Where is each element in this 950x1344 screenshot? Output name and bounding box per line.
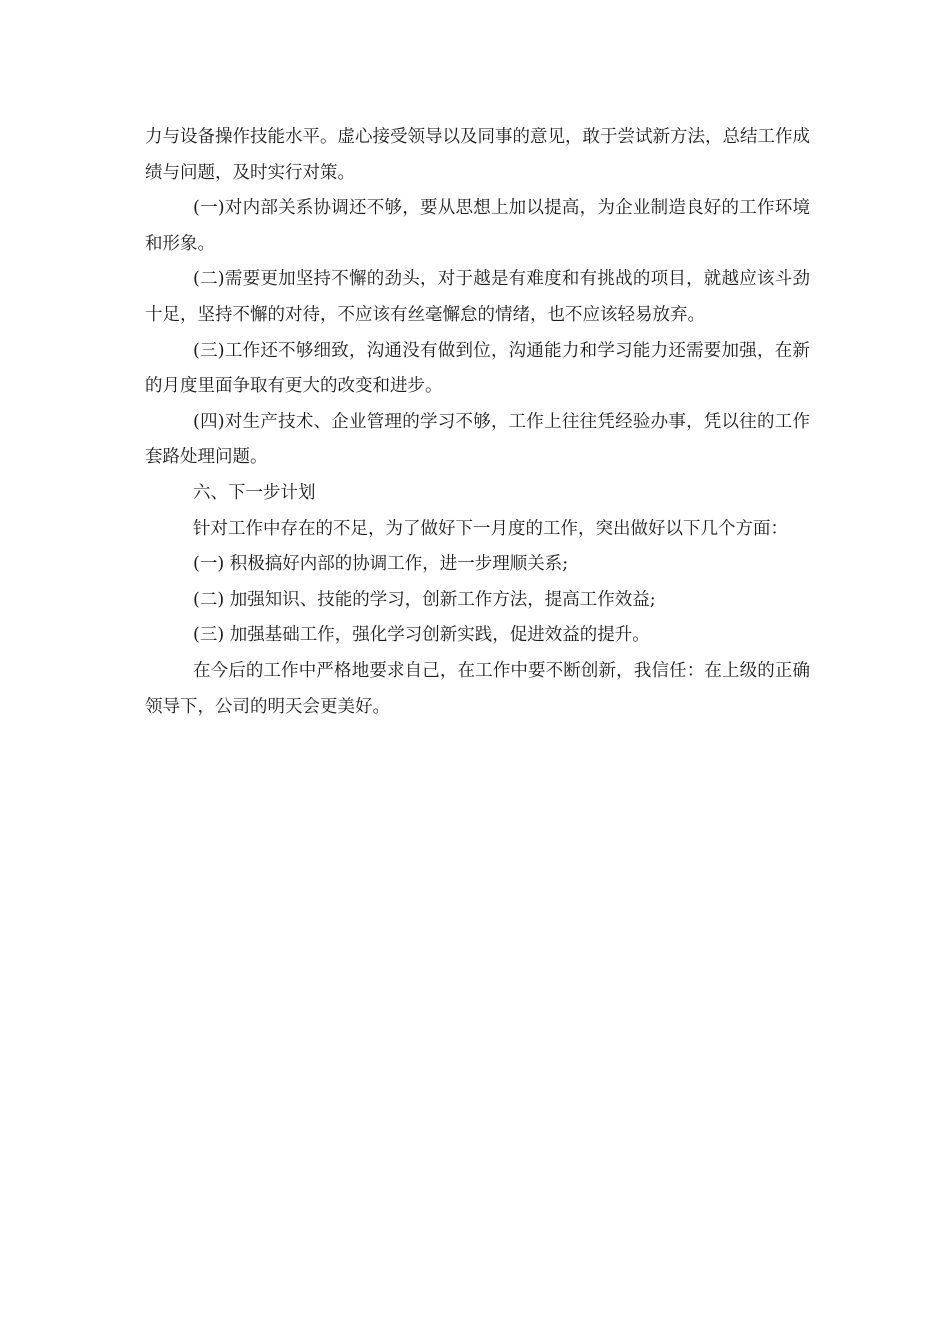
paragraph-plan-1: (一) 积极搞好内部的协调工作，进一步理顺关系; [193,554,569,575]
paragraph-plan-intro: 针对工作中存在的不足，为了做好下一月度的工作，突出做好以下几个方面： [193,518,788,539]
section-heading-next-plan: 六、下一步计划 [193,482,316,503]
document-page [145,120,810,725]
paragraph-plan-2: (二) 加强知识、技能的学习，创新工作方法，提高工作效益; [193,589,656,610]
paragraph-continuation: 力与设备操作技能水平。虚心接受领导以及同事的意见，敢于尝试新方法，总结工作成绩与问题，及时实行对策。 [145,127,810,183]
paragraph-issue-4: (四)对生产技术、企业管理的学习不够，工作上往往凭经验办事，凭以往的工作套路处理问题。 [145,411,810,468]
paragraph-issue-1: (一)对内部关系协调还不够，要从思想上加以提高，为企业制造良好的工作环境和形象。 [145,198,810,254]
paragraph-closing: 在今后的工作中严格地要求自己，在工作中要不断创新，我信任：在上级的正确领导下，公司的明天会更美好。 [145,660,810,717]
paragraph-plan-3: (三) 加强基础工作，强化学习创新实践，促进效益的提升。 [193,625,650,646]
paragraph-issue-2: (二)需要更加坚持不懈的劲头，对于越是有难度和有挑战的项目，就越应该斗劲十足，坚持不懈的对待，不应该有丝毫懈怠的情绪，也不应该轻易放弃。 [145,269,810,325]
paragraph-issue-3: (三)工作还不够细致，沟通没有做到位，沟通能力和学习能力还需要加强，在新的月度里面争取有更大的改变和进步。 [145,340,810,397]
